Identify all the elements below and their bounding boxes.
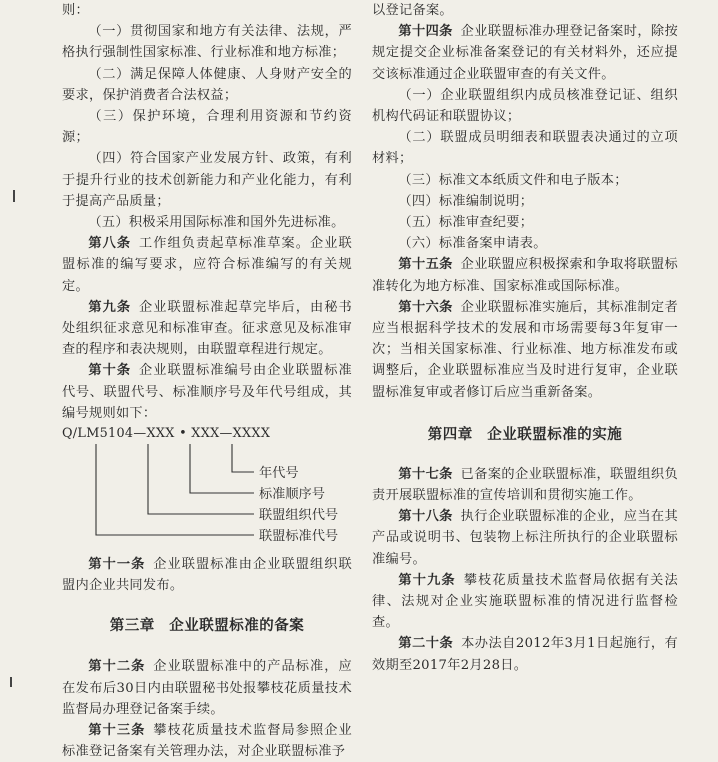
numbering-rule-diagram: [62, 424, 352, 554]
chapter-title: 企业联盟标准的备案: [169, 618, 305, 635]
paragraph: （三）保护环境，合理利用资源和节约资源；: [62, 109, 352, 146]
article-13: [62, 720, 352, 762]
list-item: （五）标准审查纪要；: [398, 215, 534, 231]
list-item: （二）联盟成员明细表和联盟表决通过的立项材料；: [372, 130, 678, 167]
article-12: [62, 656, 352, 720]
article-text: 本办法自2012年3月1日起施行，有效期至2017年2月28日。: [372, 636, 679, 673]
article-label: 第十条: [88, 363, 132, 379]
article-label: 第十三条: [88, 723, 146, 739]
article-text: 企业联盟标准中的产品标准，应在发布后30日内由联盟秘书处报攀枝花质量技术监督局办理登记备案手续。: [62, 659, 353, 717]
article-label: 第十二条: [88, 659, 146, 675]
diagram-label-alliance-standard: 联盟标准代号: [259, 529, 339, 545]
scan-artifact: [10, 677, 12, 687]
article-text: 已备案的企业联盟标准，联盟组织负责开展联盟标准的宣传培训和贯彻实施工作。: [372, 466, 678, 504]
article-text: 企业联盟应积极探索和争取将联盟标准转化为地方标准、国家标准或国际标准。: [372, 257, 678, 294]
chapter-number: 第四章: [427, 426, 473, 443]
scan-artifact: [13, 190, 15, 202]
diagram-label-sequence: 标准顺序号: [259, 487, 325, 503]
article-15: [372, 254, 678, 296]
article-9: [62, 297, 352, 361]
list-item: （一）企业联盟组织内成员核准登记证、组织机构代码证和联盟协议；: [372, 87, 678, 125]
article-19: [372, 570, 678, 634]
article-11: [62, 554, 352, 596]
article-text: 企业联盟标准编号由企业联盟标准代号、联盟代号、标准顺序号及年代号组成，其编号规则如下：: [62, 363, 352, 421]
chapter-number: 第三章: [109, 618, 155, 635]
article-label: 第十八条: [398, 509, 453, 525]
article-20: [372, 633, 678, 675]
article-8: [62, 233, 352, 297]
paragraph: （二）满足保障人体健康、人身财产安全的要求，保护消费者合法权益；: [62, 66, 352, 103]
article-text: 企业联盟标准由企业联盟组织联盟内企业共同发布。: [62, 557, 353, 594]
chapter-4-heading: [372, 423, 678, 444]
diagram-label-alliance-org: 联盟组织代号: [259, 508, 339, 524]
article-label: 第十六条: [398, 299, 453, 315]
paragraph: 以登记备案。: [372, 3, 453, 18]
article-label: 第十四条: [398, 24, 453, 40]
article-label: 第八条: [88, 236, 132, 252]
article-text: 企业联盟标准办理登记备案时，除按规定提交企业标准备案登记的有关材料外，还应提交该标准通过企业联盟审查的有关文件。: [372, 24, 678, 82]
article-14: [372, 21, 678, 85]
article-label: 第十一条: [88, 557, 146, 573]
code-format: Q/LM5104—XXX • XXX—XXXX: [62, 426, 271, 442]
article-label: 第二十条: [398, 636, 454, 652]
paragraph: 则：: [62, 3, 89, 18]
paragraph: （四）符合国家产业发展方针、政策，有利于提升行业的技术创新能力和产业化能力，有利于提高产品质量；: [62, 151, 352, 209]
article-text: 企业联盟标准实施后，其标准制定者应当根据科学技术的发展和市场需要每3年复审一次；当相关国家标准、行业标准、地方标准发布或调整后，企业联盟标准应当及时进行复审，企业联盟标准复审或者修订后应当重新备案。: [372, 299, 678, 400]
diagram-label-year: 年代号: [259, 466, 299, 482]
list-item: （六）标准备案申请表。: [398, 236, 547, 252]
article-text: 企业联盟标准起草完毕后，由秘书处组织征求意见和标准审查。征求意见及标准审查的程序和表决规则，由联盟章程进行规定。: [62, 299, 352, 358]
article-18: [372, 506, 678, 570]
article-text: 执行企业联盟标准的企业，应当在其产品或说明书、包装物上标注所执行的企业联盟标准编号。: [372, 509, 678, 567]
article-label: 第十七条: [398, 466, 453, 482]
right-column: [372, 0, 678, 676]
article-label: 第九条: [88, 299, 132, 315]
article-text: 工作组负责起草标准草案。企业联盟标准的编写要求，应符合标准编写的有关规定。: [62, 236, 352, 294]
article-text: 攀枝花质量技术监督局参照企业标准登记备案有关管理办法，对企业联盟标准予: [62, 723, 353, 760]
article-10: [62, 360, 352, 424]
paragraph: （五）积极采用国际标准和国外先进标准。: [88, 215, 345, 231]
article-label: 第十九条: [398, 572, 456, 588]
article-text: 攀枝花质量技术监督局依据有关法律、法规对企业实施联盟标准的情况进行监督检查。: [372, 572, 679, 631]
list-item: （四）标准编制说明；: [398, 193, 534, 209]
article-17: [372, 464, 678, 506]
list-item: （三）标准文本纸质文件和电子版本；: [398, 172, 628, 188]
chapter-3-heading: [62, 614, 352, 635]
paragraph: （一）贯彻国家和地方有关法律、法规，严格执行强制性国家标准、行业标准和地方标准；: [62, 24, 352, 61]
article-16: [372, 297, 678, 403]
chapter-title: 企业联盟标准的实施: [487, 426, 623, 443]
article-label: 第十五条: [398, 257, 453, 273]
left-column: [62, 0, 352, 762]
